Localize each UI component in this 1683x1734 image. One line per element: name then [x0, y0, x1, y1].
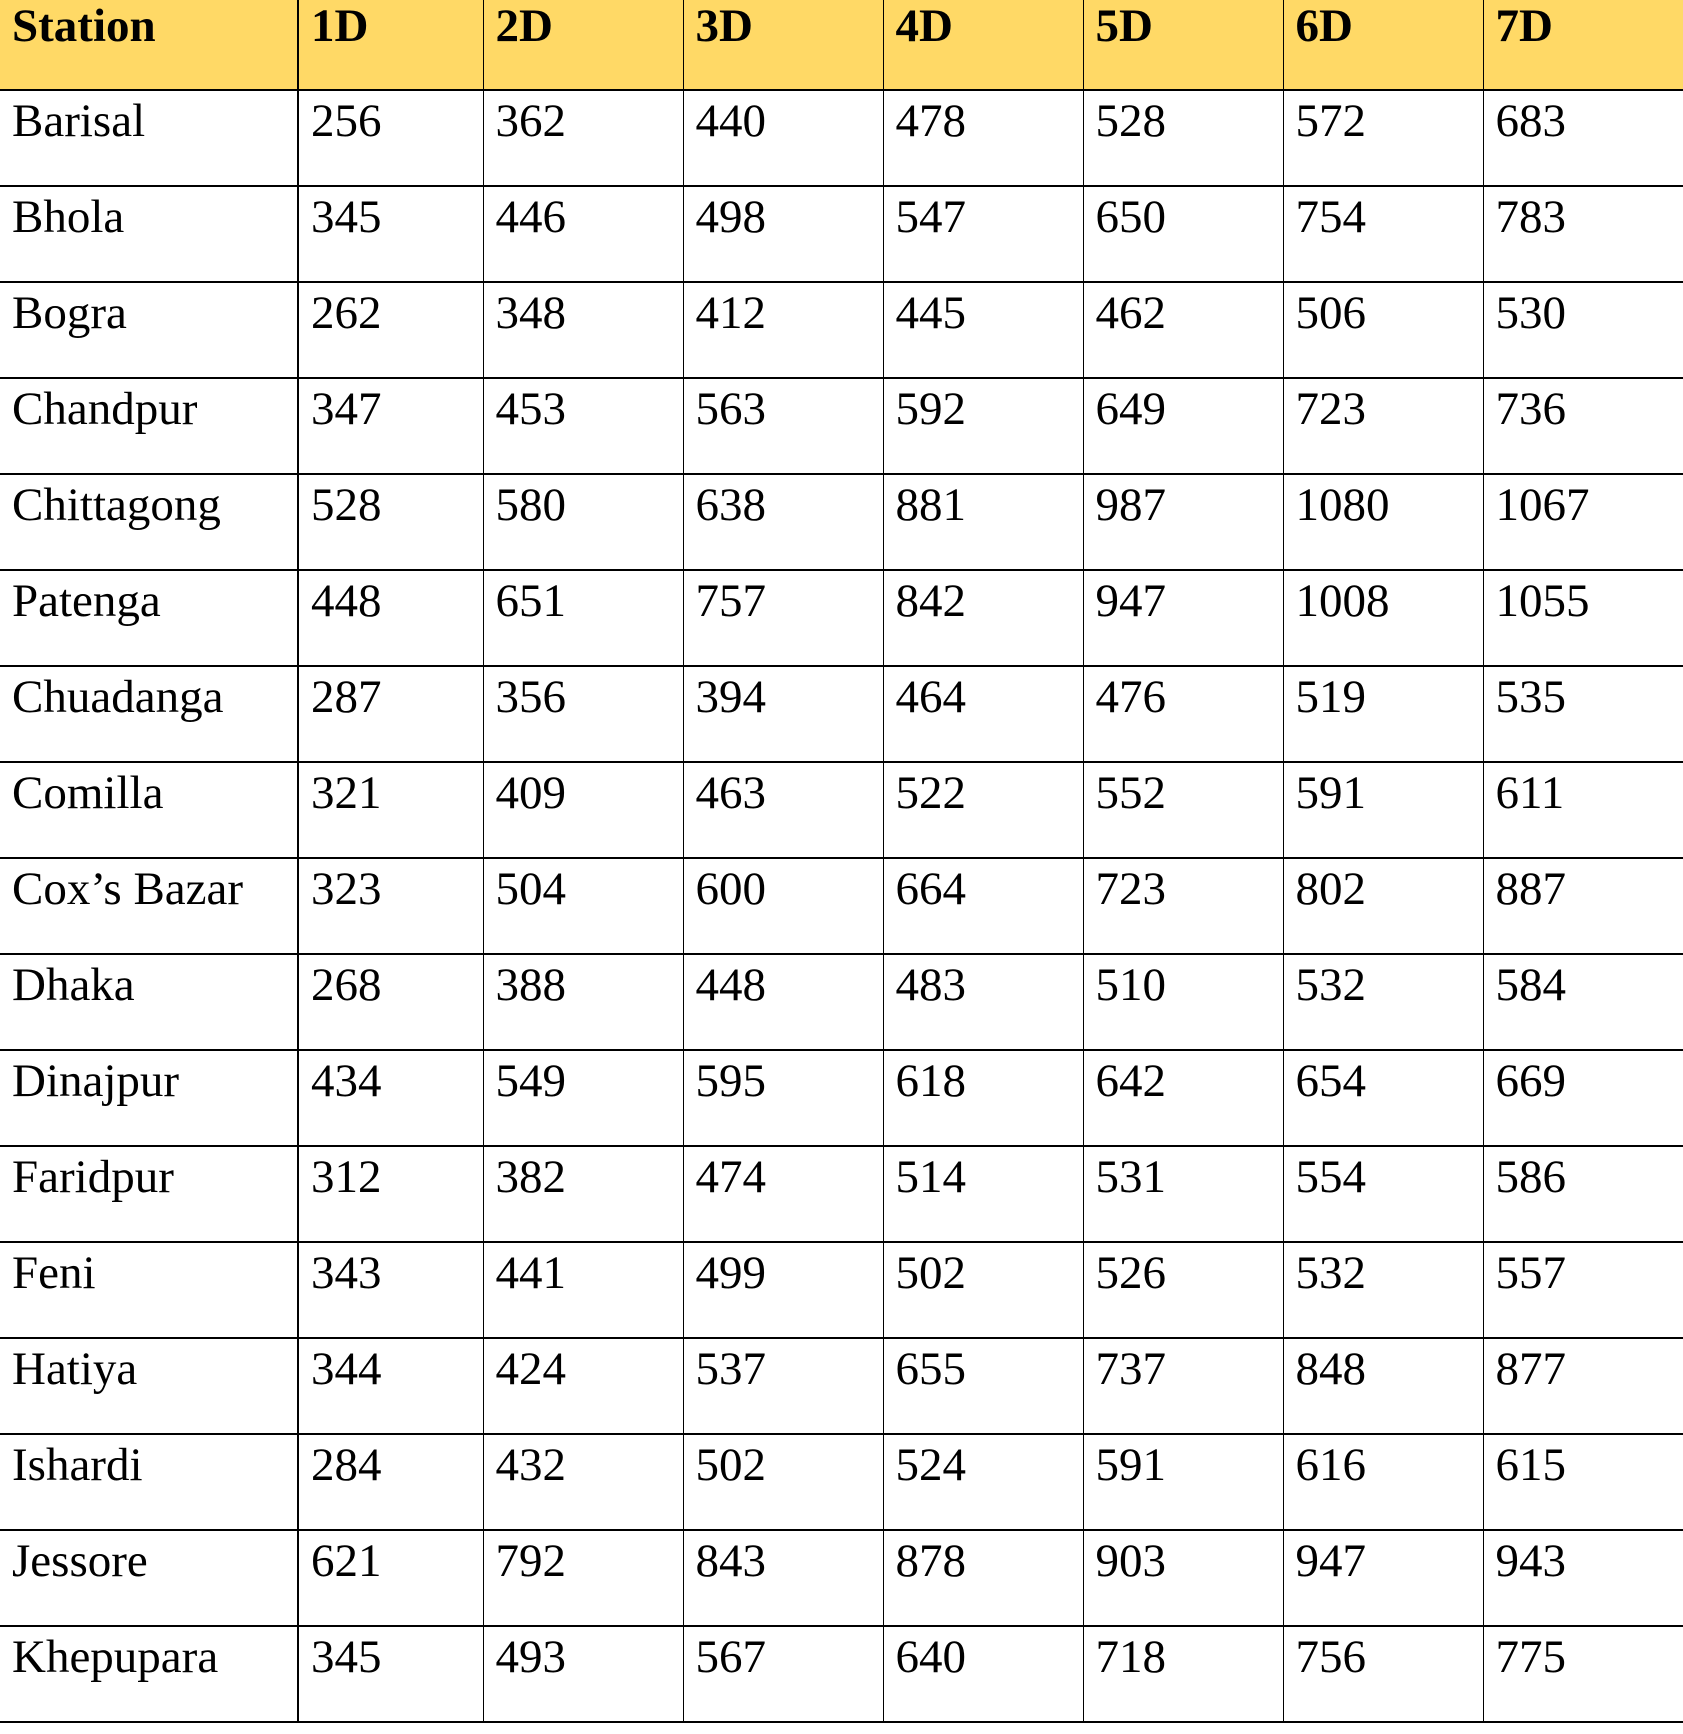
table-header [0, 0, 1683, 90]
value-cell: 262 [298, 282, 483, 378]
station-name: Dinajpur [0, 1050, 298, 1146]
value-cell: 621 [298, 1530, 483, 1626]
value-cell: 537 [683, 1338, 883, 1434]
value-cell: 499 [683, 1242, 883, 1338]
value-cell: 347 [298, 378, 483, 474]
station-name: Dhaka [0, 954, 298, 1050]
value-cell: 284 [298, 1434, 483, 1530]
value-cell: 842 [883, 570, 1083, 666]
value-cell: 783 [1483, 186, 1683, 282]
value-cell: 655 [883, 1338, 1083, 1434]
value-cell: 947 [1083, 570, 1283, 666]
value-cell: 638 [683, 474, 883, 570]
value-cell: 446 [483, 186, 683, 282]
value-cell: 532 [1283, 1242, 1483, 1338]
station-name: Bogra [0, 282, 298, 378]
value-cell: 323 [298, 858, 483, 954]
value-cell: 572 [1283, 90, 1483, 186]
value-cell: 412 [683, 282, 883, 378]
value-cell: 611 [1483, 762, 1683, 858]
value-cell: 476 [1083, 666, 1283, 762]
table-row [0, 186, 1683, 282]
value-cell: 440 [683, 90, 883, 186]
value-cell: 586 [1483, 1146, 1683, 1242]
value-cell: 432 [483, 1434, 683, 1530]
column-header-6d: 6D [1283, 0, 1483, 90]
value-cell: 498 [683, 186, 883, 282]
table-row [0, 1434, 1683, 1530]
value-cell: 502 [683, 1434, 883, 1530]
station-name: Jessore [0, 1530, 298, 1626]
table-row [0, 1338, 1683, 1434]
value-cell: 388 [483, 954, 683, 1050]
value-cell: 343 [298, 1242, 483, 1338]
value-cell: 434 [298, 1050, 483, 1146]
station-name: Comilla [0, 762, 298, 858]
value-cell: 651 [483, 570, 683, 666]
value-cell: 528 [1083, 90, 1283, 186]
value-cell: 640 [883, 1626, 1083, 1722]
station-name: Hatiya [0, 1338, 298, 1434]
value-cell: 554 [1283, 1146, 1483, 1242]
value-cell: 528 [298, 474, 483, 570]
value-cell: 510 [1083, 954, 1283, 1050]
column-header-3d: 3D [683, 0, 883, 90]
value-cell: 718 [1083, 1626, 1283, 1722]
table-row [0, 1050, 1683, 1146]
table-row [0, 282, 1683, 378]
table-row [0, 570, 1683, 666]
table-row [0, 1530, 1683, 1626]
value-cell: 848 [1283, 1338, 1483, 1434]
value-cell: 591 [1283, 762, 1483, 858]
value-cell: 664 [883, 858, 1083, 954]
value-cell: 618 [883, 1050, 1083, 1146]
value-cell: 464 [883, 666, 1083, 762]
value-cell: 409 [483, 762, 683, 858]
value-cell: 321 [298, 762, 483, 858]
value-cell: 567 [683, 1626, 883, 1722]
value-cell: 441 [483, 1242, 683, 1338]
station-name: Feni [0, 1242, 298, 1338]
value-cell: 563 [683, 378, 883, 474]
station-name: Ishardi [0, 1434, 298, 1530]
value-cell: 616 [1283, 1434, 1483, 1530]
value-cell: 877 [1483, 1338, 1683, 1434]
value-cell: 1055 [1483, 570, 1683, 666]
value-cell: 535 [1483, 666, 1683, 762]
value-cell: 1008 [1283, 570, 1483, 666]
value-cell: 530 [1483, 282, 1683, 378]
value-cell: 483 [883, 954, 1083, 1050]
station-name: Bhola [0, 186, 298, 282]
value-cell: 802 [1283, 858, 1483, 954]
value-cell: 584 [1483, 954, 1683, 1050]
table-row [0, 474, 1683, 570]
value-cell: 757 [683, 570, 883, 666]
value-cell: 394 [683, 666, 883, 762]
table-row [0, 954, 1683, 1050]
value-cell: 947 [1283, 1530, 1483, 1626]
station-name: Patenga [0, 570, 298, 666]
value-cell: 1080 [1283, 474, 1483, 570]
value-cell: 592 [883, 378, 1083, 474]
value-cell: 642 [1083, 1050, 1283, 1146]
value-cell: 723 [1283, 378, 1483, 474]
value-cell: 345 [298, 186, 483, 282]
value-cell: 463 [683, 762, 883, 858]
column-header-2d: 2D [483, 0, 683, 90]
header-row [0, 0, 1683, 90]
value-cell: 504 [483, 858, 683, 954]
value-cell: 448 [683, 954, 883, 1050]
value-cell: 478 [883, 90, 1083, 186]
table-row [0, 378, 1683, 474]
table-row [0, 858, 1683, 954]
value-cell: 903 [1083, 1530, 1283, 1626]
value-cell: 531 [1083, 1146, 1283, 1242]
column-header-station: Station [0, 0, 298, 90]
value-cell: 987 [1083, 474, 1283, 570]
table-row [0, 1242, 1683, 1338]
value-cell: 345 [298, 1626, 483, 1722]
station-name: Khepupara [0, 1626, 298, 1722]
value-cell: 462 [1083, 282, 1283, 378]
table-row [0, 90, 1683, 186]
table-body [0, 90, 1683, 1722]
station-name: Barisal [0, 90, 298, 186]
value-cell: 474 [683, 1146, 883, 1242]
value-cell: 506 [1283, 282, 1483, 378]
value-cell: 453 [483, 378, 683, 474]
value-cell: 1067 [1483, 474, 1683, 570]
value-cell: 268 [298, 954, 483, 1050]
value-cell: 943 [1483, 1530, 1683, 1626]
value-cell: 287 [298, 666, 483, 762]
value-cell: 756 [1283, 1626, 1483, 1722]
value-cell: 669 [1483, 1050, 1683, 1146]
value-cell: 524 [883, 1434, 1083, 1530]
value-cell: 650 [1083, 186, 1283, 282]
value-cell: 552 [1083, 762, 1283, 858]
value-cell: 557 [1483, 1242, 1683, 1338]
table-row [0, 1146, 1683, 1242]
station-name: Chuadanga [0, 666, 298, 762]
value-cell: 792 [483, 1530, 683, 1626]
station-name: Faridpur [0, 1146, 298, 1242]
value-cell: 654 [1283, 1050, 1483, 1146]
value-cell: 532 [1283, 954, 1483, 1050]
value-cell: 723 [1083, 858, 1283, 954]
value-cell: 424 [483, 1338, 683, 1434]
station-name: Chandpur [0, 378, 298, 474]
column-header-7d: 7D [1483, 0, 1683, 90]
value-cell: 502 [883, 1242, 1083, 1338]
table-row [0, 1626, 1683, 1722]
value-cell: 878 [883, 1530, 1083, 1626]
value-cell: 549 [483, 1050, 683, 1146]
station-name: Cox’s Bazar [0, 858, 298, 954]
value-cell: 344 [298, 1338, 483, 1434]
value-cell: 445 [883, 282, 1083, 378]
table-row [0, 666, 1683, 762]
value-cell: 683 [1483, 90, 1683, 186]
value-cell: 881 [883, 474, 1083, 570]
value-cell: 591 [1083, 1434, 1283, 1530]
value-cell: 775 [1483, 1626, 1683, 1722]
value-cell: 754 [1283, 186, 1483, 282]
column-header-5d: 5D [1083, 0, 1283, 90]
value-cell: 580 [483, 474, 683, 570]
value-cell: 737 [1083, 1338, 1283, 1434]
value-cell: 312 [298, 1146, 483, 1242]
value-cell: 362 [483, 90, 683, 186]
value-cell: 256 [298, 90, 483, 186]
value-cell: 547 [883, 186, 1083, 282]
column-header-4d: 4D [883, 0, 1083, 90]
value-cell: 526 [1083, 1242, 1283, 1338]
value-cell: 514 [883, 1146, 1083, 1242]
value-cell: 448 [298, 570, 483, 666]
value-cell: 493 [483, 1626, 683, 1722]
value-cell: 595 [683, 1050, 883, 1146]
value-cell: 615 [1483, 1434, 1683, 1530]
value-cell: 356 [483, 666, 683, 762]
value-cell: 522 [883, 762, 1083, 858]
value-cell: 736 [1483, 378, 1683, 474]
value-cell: 519 [1283, 666, 1483, 762]
column-header-1d: 1D [298, 0, 483, 90]
value-cell: 600 [683, 858, 883, 954]
table-row [0, 762, 1683, 858]
value-cell: 887 [1483, 858, 1683, 954]
value-cell: 843 [683, 1530, 883, 1626]
station-name: Chittagong [0, 474, 298, 570]
value-cell: 348 [483, 282, 683, 378]
value-cell: 649 [1083, 378, 1283, 474]
value-cell: 382 [483, 1146, 683, 1242]
